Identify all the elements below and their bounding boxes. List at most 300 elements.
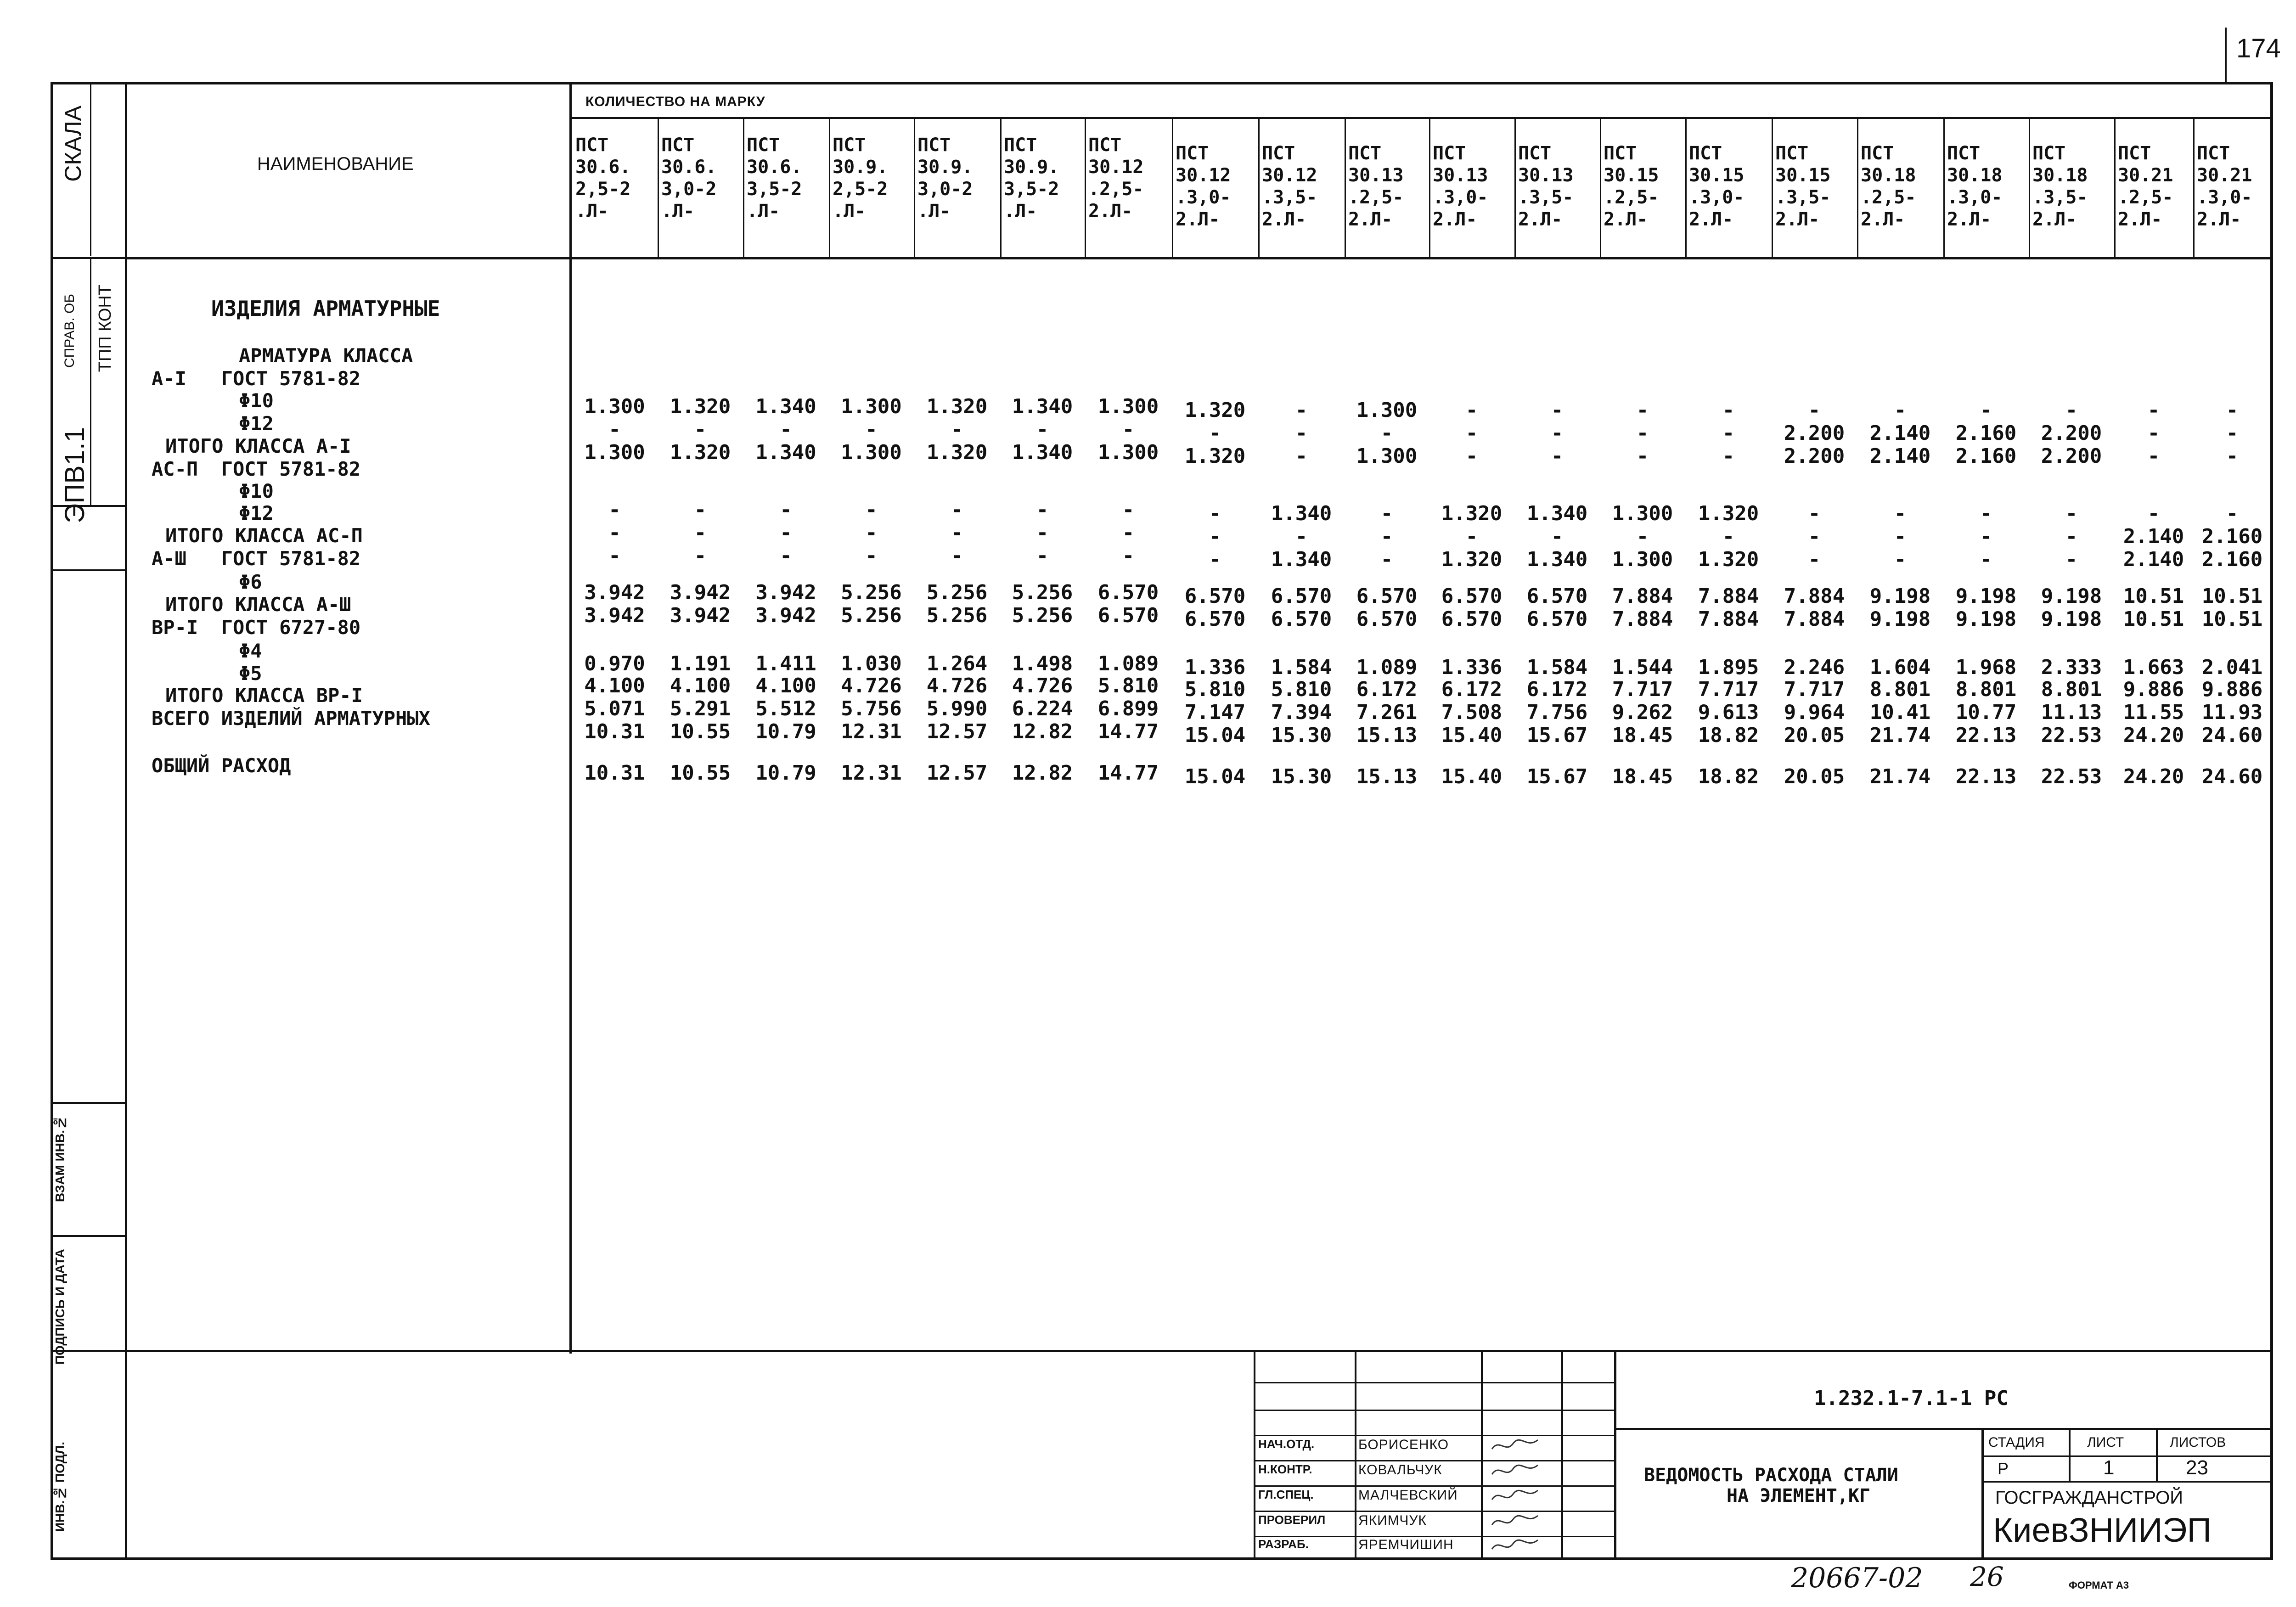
table-cell: 6.570 bbox=[1184, 607, 1246, 631]
table-cell: - bbox=[1980, 399, 1992, 422]
table-cell: - bbox=[1894, 399, 1907, 422]
table-cell: - bbox=[608, 521, 621, 545]
table-cell: 6.570 bbox=[1271, 607, 1332, 631]
table-cell: - bbox=[1465, 525, 1478, 548]
table-cell: 1.300 bbox=[841, 441, 902, 464]
row-label-8: Φ10 bbox=[239, 480, 274, 502]
table-cell: 14.77 bbox=[1097, 761, 1159, 785]
row-label-4: Φ10 bbox=[239, 389, 274, 412]
table-cell: 2.160 bbox=[1955, 421, 2017, 445]
table-cell: 10.79 bbox=[755, 761, 816, 785]
table-cell: 10.31 bbox=[584, 761, 645, 785]
table-cell: 5.810 bbox=[1184, 678, 1246, 701]
table-cell: - bbox=[1380, 525, 1393, 548]
table-cell: 1.300 bbox=[1097, 441, 1159, 464]
table-cell: 8.801 bbox=[1955, 678, 2017, 701]
table-cell: 2.160 bbox=[2201, 548, 2263, 571]
person-name: МАЛЧЕВСКИЙ bbox=[1358, 1488, 1458, 1503]
table-cell: 9.198 bbox=[2041, 584, 2102, 608]
row-label-9: Φ12 bbox=[239, 502, 274, 524]
table-cell: 11.55 bbox=[2123, 701, 2184, 724]
row-label-1: ИЗДЕЛИЯ АРМАТУРНЫЕ bbox=[211, 296, 440, 321]
table-cell: 7.884 bbox=[1698, 607, 1759, 631]
row-label-16: Φ5 bbox=[239, 662, 262, 685]
table-cell: - bbox=[694, 498, 707, 522]
table-cell: - bbox=[1380, 421, 1393, 445]
table-cell: 1.544 bbox=[1612, 656, 1673, 679]
signature bbox=[1490, 1461, 1541, 1484]
table-cell: - bbox=[1722, 525, 1735, 548]
table-cell: 7.884 bbox=[1612, 607, 1673, 631]
table-cell: 9.886 bbox=[2201, 678, 2263, 701]
table-cell: 7.147 bbox=[1184, 701, 1246, 724]
table-cell: - bbox=[1636, 421, 1649, 445]
table-cell: 1.968 bbox=[1955, 656, 2017, 679]
table-cell: 6.570 bbox=[1271, 584, 1332, 608]
column-header-20: ПСТ 30.21 .3,0- 2.Л- bbox=[2197, 143, 2252, 230]
table-cell: 15.04 bbox=[1184, 724, 1246, 747]
table-cell: 1.089 bbox=[1356, 656, 1418, 679]
column-header-18: ПСТ 30.18 .3,5- 2.Л- bbox=[2032, 143, 2088, 230]
table-cell: 1.340 bbox=[1271, 548, 1332, 571]
role-label: РАЗРАБ. bbox=[1258, 1537, 1309, 1551]
table-cell: 15.30 bbox=[1271, 724, 1332, 747]
table-cell: - bbox=[780, 418, 792, 441]
table-cell: - bbox=[1295, 525, 1308, 548]
table-cell: 1.264 bbox=[926, 652, 988, 675]
table-cell: 1.340 bbox=[1012, 441, 1073, 464]
column-header-14: ПСТ 30.15 .3,0- 2.Л- bbox=[1689, 143, 1745, 230]
format-label: ФОРМАТ А3 bbox=[2069, 1579, 2129, 1591]
table-cell: 1.340 bbox=[1271, 502, 1332, 525]
table-cell: 4.726 bbox=[926, 674, 988, 697]
scale-label: СКАЛА bbox=[60, 106, 86, 182]
table-cell: - bbox=[1722, 421, 1735, 445]
table-cell: - bbox=[1722, 444, 1735, 468]
table-cell: 2.200 bbox=[2041, 444, 2102, 468]
column-header-4: ПСТ 30.9. 2,5-2 .Л- bbox=[833, 135, 888, 222]
table-cell: 7.508 bbox=[1441, 701, 1503, 724]
org-name-1: ГОСГРАЖДАНСТРОЙ bbox=[1995, 1488, 2183, 1508]
table-cell: 1.320 bbox=[1441, 502, 1503, 525]
doc-title-1: ВЕДОМОСТЬ РАСХОДА СТАЛИ bbox=[1644, 1465, 1898, 1486]
podpis-label: ПОДПИСЬ И ДАТА bbox=[53, 1249, 67, 1365]
table-cell: 1.320 bbox=[926, 395, 988, 418]
table-cell: 5.990 bbox=[926, 697, 988, 720]
column-header-9: ПСТ 30.12 .3,5- 2.Л- bbox=[1262, 143, 1317, 230]
table-cell: 5.756 bbox=[841, 697, 902, 720]
table-cell: 2.333 bbox=[2041, 656, 2102, 679]
table-cell: - bbox=[2147, 421, 2160, 445]
table-cell: - bbox=[2147, 502, 2160, 525]
table-cell: 2.246 bbox=[1784, 656, 1845, 679]
stage-value: Р bbox=[1998, 1459, 2009, 1478]
table-cell: 1.336 bbox=[1184, 656, 1246, 679]
role-label: Н.КОНТР. bbox=[1258, 1462, 1312, 1476]
table-cell: 4.726 bbox=[841, 674, 902, 697]
table-cell: 2.041 bbox=[2201, 656, 2263, 679]
table-cell: 1.895 bbox=[1698, 656, 1759, 679]
table-cell: 15.04 bbox=[1184, 765, 1246, 788]
stage-label: СТАДИЯ bbox=[1988, 1435, 2045, 1450]
table-cell: 18.82 bbox=[1698, 765, 1759, 788]
table-cell: 3.942 bbox=[670, 604, 731, 627]
table-cell: - bbox=[780, 521, 792, 545]
table-cell: - bbox=[1808, 525, 1821, 548]
group-header: КОЛИЧЕСТВО НА МАРКУ bbox=[585, 94, 765, 109]
table-cell: - bbox=[1380, 502, 1393, 525]
table-cell: - bbox=[1980, 525, 1992, 548]
column-header-15: ПСТ 30.15 .3,5- 2.Л- bbox=[1775, 143, 1831, 230]
table-cell: - bbox=[1551, 444, 1564, 468]
table-cell: - bbox=[1295, 444, 1308, 468]
column-header-5: ПСТ 30.9. 3,0-2 .Л- bbox=[917, 135, 973, 222]
table-cell: 12.82 bbox=[1012, 761, 1073, 785]
table-cell: 2.140 bbox=[2123, 548, 2184, 571]
table-cell: - bbox=[2226, 399, 2239, 422]
table-cell: 5.512 bbox=[755, 697, 816, 720]
table-cell: 10.51 bbox=[2201, 607, 2263, 631]
table-cell: 1.300 bbox=[841, 395, 902, 418]
table-cell: 1.320 bbox=[1698, 502, 1759, 525]
table-cell: 9.198 bbox=[2041, 607, 2102, 631]
table-cell: 10.31 bbox=[584, 720, 645, 743]
table-cell: - bbox=[1894, 548, 1907, 571]
table-cell: 3.942 bbox=[584, 581, 645, 604]
table-cell: 24.60 bbox=[2201, 765, 2263, 788]
table-cell: 21.74 bbox=[1869, 765, 1931, 788]
column-header-1: ПСТ 30.6. 2,5-2 .Л- bbox=[575, 135, 631, 222]
column-header-7: ПСТ 30.12 .2,5- 2.Л- bbox=[1088, 135, 1144, 222]
table-cell: 3.942 bbox=[755, 581, 816, 604]
column-header-6: ПСТ 30.9. 3,5-2 .Л- bbox=[1004, 135, 1059, 222]
org-name-2: КиевЗНИИЭП bbox=[1993, 1511, 2212, 1549]
table-cell: 6.570 bbox=[1097, 581, 1159, 604]
table-cell: 5.810 bbox=[1271, 678, 1332, 701]
table-cell: 7.717 bbox=[1612, 678, 1673, 701]
table-cell: - bbox=[1036, 544, 1049, 568]
table-cell: 5.256 bbox=[926, 581, 988, 604]
table-cell: 2.140 bbox=[2123, 525, 2184, 548]
table-cell: 7.717 bbox=[1698, 678, 1759, 701]
table-cell: 4.100 bbox=[584, 674, 645, 697]
table-cell: - bbox=[1808, 502, 1821, 525]
table-cell: 18.45 bbox=[1612, 724, 1673, 747]
row-label-5: Φ12 bbox=[239, 412, 274, 435]
table-cell: - bbox=[1465, 421, 1478, 445]
table-cell: 4.100 bbox=[670, 674, 731, 697]
table-cell: 6.224 bbox=[1012, 697, 1073, 720]
table-cell: 5.071 bbox=[584, 697, 645, 720]
table-cell: 9.262 bbox=[1612, 701, 1673, 724]
table-cell: 22.53 bbox=[2041, 724, 2102, 747]
table-cell: 12.57 bbox=[926, 720, 988, 743]
table-cell: 1.089 bbox=[1097, 652, 1159, 675]
table-cell: 1.300 bbox=[584, 395, 645, 418]
table-cell: 12.57 bbox=[926, 761, 988, 785]
column-header-16: ПСТ 30.18 .2,5- 2.Л- bbox=[1861, 143, 1916, 230]
column-header-17: ПСТ 30.18 .3,0- 2.Л- bbox=[1947, 143, 2003, 230]
table-cell: 9.886 bbox=[2123, 678, 2184, 701]
table-cell: 10.51 bbox=[2123, 584, 2184, 608]
table-cell: 7.884 bbox=[1784, 607, 1845, 631]
table-cell: - bbox=[1894, 525, 1907, 548]
doc-title-2: НА ЭЛЕМЕНТ,КГ bbox=[1727, 1485, 1871, 1506]
table-cell: - bbox=[1722, 399, 1735, 422]
table-cell: 10.79 bbox=[755, 720, 816, 743]
table-cell: - bbox=[2065, 399, 2078, 422]
table-cell: 1.336 bbox=[1441, 656, 1503, 679]
table-cell: 5.810 bbox=[1097, 674, 1159, 697]
table-cell: 2.200 bbox=[1784, 444, 1845, 468]
page-number: 174 bbox=[2236, 34, 2281, 63]
table-cell: - bbox=[865, 498, 878, 522]
table-cell: 5.256 bbox=[1012, 604, 1073, 627]
table-cell: 6.172 bbox=[1441, 678, 1503, 701]
person-name: ЯРЕМЧИШИН bbox=[1358, 1537, 1454, 1552]
table-cell: 15.67 bbox=[1526, 724, 1588, 747]
table-cell: - bbox=[1551, 525, 1564, 548]
table-cell: 6.570 bbox=[1356, 607, 1418, 631]
table-cell: 24.60 bbox=[2201, 724, 2263, 747]
table-cell: 6.570 bbox=[1526, 584, 1588, 608]
table-cell: - bbox=[1295, 399, 1308, 422]
table-cell: 7.394 bbox=[1271, 701, 1332, 724]
table-cell: - bbox=[1295, 421, 1308, 445]
table-cell: 7.884 bbox=[1612, 584, 1673, 608]
table-cell: 1.498 bbox=[1012, 652, 1073, 675]
table-cell: 1.030 bbox=[841, 652, 902, 675]
signature bbox=[1490, 1535, 1541, 1559]
role-label: НАЧ.ОТД. bbox=[1258, 1437, 1315, 1451]
table-cell: 12.82 bbox=[1012, 720, 1073, 743]
table-cell: - bbox=[1808, 548, 1821, 571]
table-cell: 1.340 bbox=[1012, 395, 1073, 418]
table-cell: - bbox=[2147, 444, 2160, 468]
table-cell: 10.51 bbox=[2123, 607, 2184, 631]
table-cell: - bbox=[1980, 502, 1992, 525]
column-header-19: ПСТ 30.21 .2,5- 2.Л- bbox=[2118, 143, 2173, 230]
table-cell: 2.160 bbox=[2201, 525, 2263, 548]
table-cell: 12.31 bbox=[841, 720, 902, 743]
table-cell: 22.13 bbox=[1955, 765, 2017, 788]
table-cell: - bbox=[1122, 544, 1135, 568]
table-cell: 6.570 bbox=[1097, 604, 1159, 627]
table-cell: 5.256 bbox=[841, 604, 902, 627]
table-cell: - bbox=[2226, 502, 2239, 525]
inv-label: ИНВ.№ ПОДЛ. bbox=[53, 1442, 67, 1532]
table-cell: 8.801 bbox=[1869, 678, 1931, 701]
person-name: ЯКИМЧУК bbox=[1358, 1513, 1427, 1528]
table-cell: - bbox=[694, 521, 707, 545]
table-cell: 6.570 bbox=[1441, 584, 1503, 608]
vzam-label: ВЗАМ ИНВ.№ bbox=[53, 1116, 67, 1202]
table-cell: 3.942 bbox=[584, 604, 645, 627]
table-cell: - bbox=[780, 544, 792, 568]
table-cell: - bbox=[2065, 525, 2078, 548]
table-cell: 1.320 bbox=[1698, 548, 1759, 571]
inventory-number: 20667-02 bbox=[1791, 1562, 1923, 1594]
table-cell: 18.45 bbox=[1612, 765, 1673, 788]
sheets-label: ЛИСТОВ bbox=[2170, 1435, 2226, 1450]
table-cell: - bbox=[865, 544, 878, 568]
table-cell: 18.82 bbox=[1698, 724, 1759, 747]
table-cell: 3.942 bbox=[755, 604, 816, 627]
table-cell: - bbox=[951, 498, 963, 522]
table-cell: 5.256 bbox=[926, 604, 988, 627]
table-cell: 11.13 bbox=[2041, 701, 2102, 724]
column-header-3: ПСТ 30.6. 3,5-2 .Л- bbox=[747, 135, 802, 222]
table-cell: - bbox=[1036, 418, 1049, 441]
table-cell: 1.320 bbox=[670, 441, 731, 464]
table-cell: 2.200 bbox=[1784, 421, 1845, 445]
row-label-15: Φ4 bbox=[239, 640, 262, 662]
table-cell: 5.256 bbox=[1012, 581, 1073, 604]
table-cell: - bbox=[1636, 399, 1649, 422]
table-cell: 5.291 bbox=[670, 697, 731, 720]
row-label-19: ОБЩИЙ РАСХОД bbox=[152, 754, 291, 777]
column-header-8: ПСТ 30.12 .3,0- 2.Л- bbox=[1176, 143, 1231, 230]
table-cell: - bbox=[2065, 502, 2078, 525]
table-cell: 24.20 bbox=[2123, 765, 2184, 788]
table-cell: 15.13 bbox=[1356, 765, 1418, 788]
table-cell: - bbox=[2226, 444, 2239, 468]
table-cell: 12.31 bbox=[841, 761, 902, 785]
row-label-13: ИТОГО КЛАССА А-Ш bbox=[165, 593, 351, 616]
column-header-12: ПСТ 30.13 .3,5- 2.Л- bbox=[1518, 143, 1574, 230]
table-cell: 5.256 bbox=[841, 581, 902, 604]
table-cell: 2.140 bbox=[1869, 444, 1931, 468]
table-cell: 7.884 bbox=[1698, 584, 1759, 608]
table-cell: 4.726 bbox=[1012, 674, 1073, 697]
table-cell: - bbox=[1551, 421, 1564, 445]
row-label-7: АС-П ГОСТ 5781-82 bbox=[152, 458, 361, 480]
table-cell: - bbox=[865, 521, 878, 545]
table-cell: 1.340 bbox=[755, 441, 816, 464]
row-label-3: А-I ГОСТ 5781-82 bbox=[152, 367, 361, 390]
table-cell: - bbox=[1465, 399, 1478, 422]
row-label-18: ВСЕГО ИЗДЕЛИЙ АРМАТУРНЫХ bbox=[152, 707, 430, 730]
table-cell: 8.801 bbox=[2041, 678, 2102, 701]
epv-label: ЭПВ1.1 bbox=[59, 427, 90, 523]
table-cell: - bbox=[1980, 548, 1992, 571]
table-cell: - bbox=[780, 498, 792, 522]
column-header-2: ПСТ 30.6. 3,0-2 .Л- bbox=[661, 135, 717, 222]
table-cell: 4.100 bbox=[755, 674, 816, 697]
table-cell: 14.77 bbox=[1097, 720, 1159, 743]
table-cell: 1.340 bbox=[1526, 548, 1588, 571]
tpp-label: ТПП КОНТ bbox=[96, 285, 115, 372]
table-cell: 22.13 bbox=[1955, 724, 2017, 747]
table-cell: 6.570 bbox=[1441, 607, 1503, 631]
table-cell: 1.300 bbox=[1356, 399, 1418, 422]
table-cell: 6.172 bbox=[1526, 678, 1588, 701]
table-cell: 2.140 bbox=[1869, 421, 1931, 445]
person-name: КОВАЛЬЧУК bbox=[1358, 1462, 1442, 1478]
table-cell: 1.320 bbox=[670, 395, 731, 418]
table-cell: 0.970 bbox=[584, 652, 645, 675]
table-cell: 1.191 bbox=[670, 652, 731, 675]
signature bbox=[1490, 1511, 1541, 1535]
table-cell: - bbox=[2065, 548, 2078, 571]
row-label-2: АРМАТУРА КЛАССА bbox=[239, 344, 413, 367]
table-cell: 10.51 bbox=[2201, 584, 2263, 608]
sheet-label: ЛИСТ bbox=[2087, 1435, 2124, 1450]
sheet-value: 1 bbox=[2103, 1456, 2115, 1479]
table-cell: - bbox=[1465, 444, 1478, 468]
table-cell: 15.40 bbox=[1441, 765, 1503, 788]
table-cell: 21.74 bbox=[1869, 724, 1931, 747]
table-cell: 6.172 bbox=[1356, 678, 1418, 701]
signature bbox=[1490, 1486, 1541, 1510]
table-cell: 1.584 bbox=[1271, 656, 1332, 679]
row-label-10: ИТОГО КЛАССА АС-П bbox=[165, 524, 363, 547]
table-cell: - bbox=[608, 544, 621, 568]
table-cell: 22.53 bbox=[2041, 765, 2102, 788]
table-cell: 1.320 bbox=[1184, 444, 1246, 468]
row-label-17: ИТОГО КЛАССА ВР-I bbox=[165, 684, 363, 707]
table-cell: 1.300 bbox=[1612, 548, 1673, 571]
table-cell: - bbox=[2147, 399, 2160, 422]
column-header-11: ПСТ 30.13 .3,0- 2.Л- bbox=[1433, 143, 1488, 230]
table-cell: 1.340 bbox=[1526, 502, 1588, 525]
signature bbox=[1490, 1435, 1541, 1459]
column-header-10: ПСТ 30.13 .2,5- 2.Л- bbox=[1348, 143, 1404, 230]
table-cell: - bbox=[1636, 444, 1649, 468]
table-cell: 9.613 bbox=[1698, 701, 1759, 724]
row-label-14: ВР-I ГОСТ 6727-80 bbox=[152, 616, 361, 639]
table-cell: 9.198 bbox=[1869, 584, 1931, 608]
spravochno-label: СПРАВ. ОБ bbox=[62, 294, 77, 368]
table-cell: 6.570 bbox=[1356, 584, 1418, 608]
row-label-12: Φ6 bbox=[239, 571, 262, 593]
row-label-6: ИТОГО КЛАССА А-I bbox=[165, 435, 351, 457]
table-cell: - bbox=[1036, 498, 1049, 522]
column-header-13: ПСТ 30.15 .2,5- 2.Л- bbox=[1604, 143, 1659, 230]
table-cell: 10.77 bbox=[1955, 701, 2017, 724]
table-cell: - bbox=[1380, 548, 1393, 571]
person-name: БОРИСЕНКО bbox=[1358, 1437, 1449, 1452]
table-cell: 15.30 bbox=[1271, 765, 1332, 788]
table-cell: 7.884 bbox=[1784, 584, 1845, 608]
table-cell: - bbox=[1209, 502, 1221, 525]
table-cell: 6.570 bbox=[1526, 607, 1588, 631]
table-cell: - bbox=[951, 521, 963, 545]
row-label-11: А-Ш ГОСТ 5781-82 bbox=[152, 547, 361, 570]
table-cell: - bbox=[694, 418, 707, 441]
table-cell: - bbox=[694, 544, 707, 568]
doc-code: 1.232.1-7.1-1 РС bbox=[1814, 1387, 2009, 1410]
table-cell: 1.320 bbox=[1441, 548, 1503, 571]
table-cell: 1.320 bbox=[926, 441, 988, 464]
table-cell: 24.20 bbox=[2123, 724, 2184, 747]
table-cell: 10.55 bbox=[670, 720, 731, 743]
table-cell: 1.300 bbox=[1612, 502, 1673, 525]
table-cell: 9.198 bbox=[1869, 607, 1931, 631]
table-cell: 10.55 bbox=[670, 761, 731, 785]
role-label: ПРОВЕРИЛ bbox=[1258, 1513, 1326, 1527]
table-cell: 20.05 bbox=[1784, 724, 1845, 747]
table-cell: 1.300 bbox=[1356, 444, 1418, 468]
table-cell: - bbox=[608, 498, 621, 522]
table-cell: - bbox=[1122, 521, 1135, 545]
role-label: ГЛ.СПЕЦ. bbox=[1258, 1488, 1314, 1501]
table-cell: 3.942 bbox=[670, 581, 731, 604]
table-cell: 1.320 bbox=[1184, 399, 1246, 422]
footer-page: 26 bbox=[1970, 1561, 2004, 1592]
table-cell: 15.40 bbox=[1441, 724, 1503, 747]
table-cell: 1.663 bbox=[2123, 656, 2184, 679]
